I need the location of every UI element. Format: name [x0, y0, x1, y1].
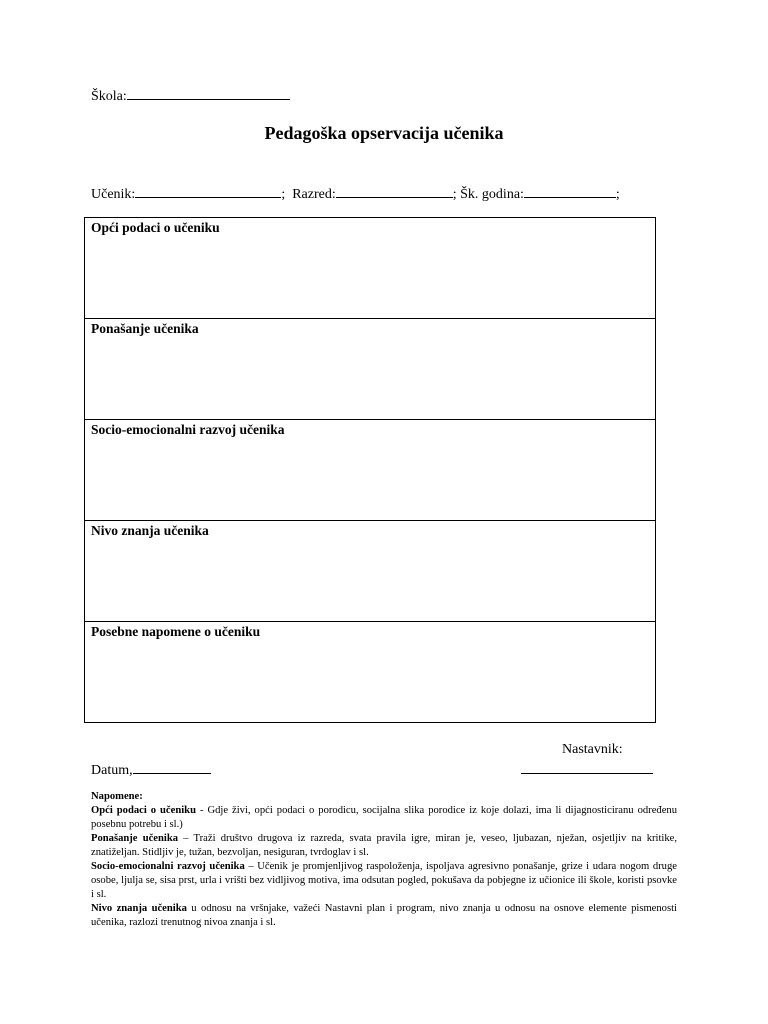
- school-blank[interactable]: [127, 86, 290, 100]
- class-blank[interactable]: [336, 184, 453, 198]
- note-term: Opći podaci o učeniku: [91, 805, 196, 816]
- note-text: – Učenik je promjenljivog raspoloženja, ispoljava agresivno ponašanje, grize i udara nogom druge osobe, ljulja se, sisa prst, urla i vrišti bez vidljivog motiva, ima odsutan pogled, pokušava da pobjegne iz učionice ili škole, koristi psovke i sl.: [91, 861, 677, 900]
- page-title: Pedagoška opservacija učenika: [264, 123, 504, 143]
- school-year-label: Šk. godina:: [460, 187, 524, 202]
- note-text: - Gdje živi, opći podaci o porodicu, socijalna slika porodice iz koje dolazi, ima li dijagnosticiranu određenu posebnu potrebu i sl.): [91, 805, 677, 830]
- note-term: Nivo znanja učenika: [91, 903, 187, 914]
- teacher-signature-blank[interactable]: [521, 760, 653, 774]
- class-label: Razred:: [292, 187, 336, 202]
- note-text: u odnosu na vršnjake, važeći Nastavni plan i program, nivo znanja u odnosu na osnove elemente pismenosti učenika, razlozi trenutnog nivoa znanja i sl.: [91, 903, 677, 928]
- separator: ;: [615, 187, 620, 202]
- student-info-row: [91, 184, 620, 203]
- section-special-notes[interactable]: Posebne napomene o učeniku: [91, 624, 261, 639]
- student-blank[interactable]: [135, 184, 281, 198]
- school-label: Škola:: [91, 89, 127, 104]
- note-item: [91, 902, 677, 930]
- school-year-blank[interactable]: [524, 184, 616, 198]
- date-label: Datum,: [91, 763, 133, 778]
- teacher-label: Nastavnik:: [562, 742, 623, 757]
- section-socio-emotional[interactable]: Socio-emocionalni razvoj učenika: [85, 420, 655, 521]
- school-field: [91, 86, 290, 105]
- note-item: [91, 832, 677, 860]
- section-behaviour[interactable]: Ponašanje učenika: [85, 319, 655, 420]
- notes-heading: Napomene:: [91, 791, 143, 802]
- note-term: Ponašanje učenika: [91, 833, 179, 844]
- section-general-info[interactable]: Opći podaci o učeniku: [85, 218, 655, 319]
- separator: ;: [281, 187, 286, 202]
- note-item: [91, 860, 677, 902]
- date-field: [91, 760, 211, 779]
- note-term: Socio-emocionalni razvoj učenika: [91, 861, 245, 872]
- observation-table: [84, 217, 656, 723]
- note-text: – Traži društvo drugova iz razreda, svata pravila igre, miran je, veseo, ljubazan, nježan, osjetljiv na kritike, znatiželjan. Stidljiv je, tužan, bezvoljan, nesiguran, tvrdoglav i sl.: [91, 833, 677, 858]
- section-knowledge-level[interactable]: Nivo znanja učenika: [85, 521, 655, 622]
- notes-block: [91, 790, 677, 930]
- student-label: Učenik:: [91, 187, 136, 202]
- note-item: [91, 804, 677, 832]
- date-blank[interactable]: [133, 760, 211, 774]
- separator: ;: [452, 187, 457, 202]
